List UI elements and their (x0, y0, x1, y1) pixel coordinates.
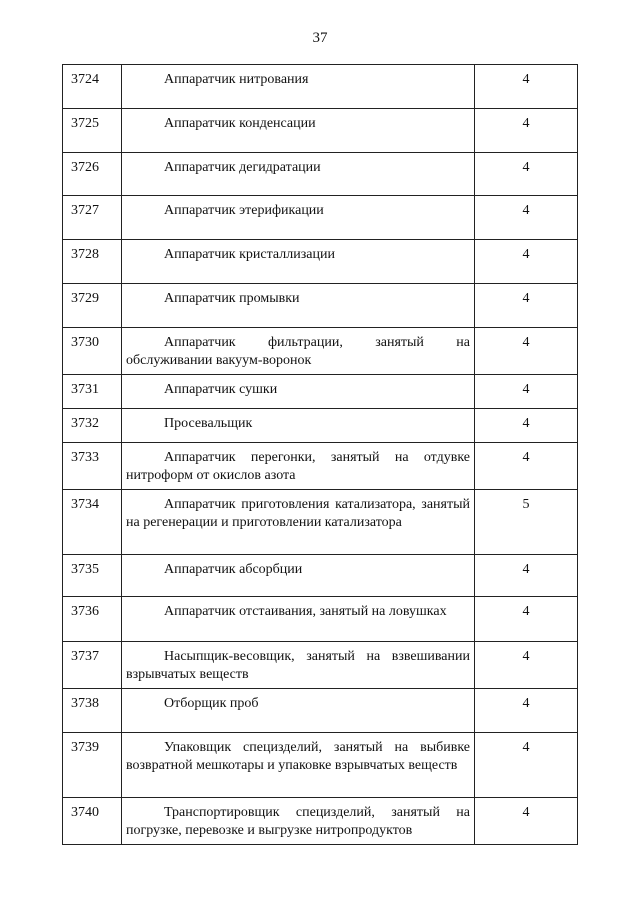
row-name: Аппаратчик отстаивания, занятый на ловушках (164, 604, 447, 619)
table-row (63, 689, 578, 733)
row-name: Насыпщик-весовщик, занятый на взвешивании взрывчатых веществ (126, 649, 470, 682)
row-name: Аппаратчик промывки (164, 291, 300, 306)
table-row (63, 490, 578, 555)
row-name-cell (122, 375, 475, 409)
row-name: Аппаратчик нитрования (164, 72, 309, 87)
row-name-cell (122, 153, 475, 196)
row-code: 3732 (63, 409, 122, 443)
row-name-cell (122, 109, 475, 153)
row-code: 3738 (63, 689, 122, 733)
profession-table (62, 64, 578, 845)
row-code: 3730 (63, 328, 122, 375)
row-grade: 4 (475, 328, 578, 375)
row-name-cell (122, 689, 475, 733)
row-code: 3731 (63, 375, 122, 409)
table-body (63, 65, 578, 845)
table-row (63, 733, 578, 798)
row-code: 3727 (63, 196, 122, 240)
table-row (63, 642, 578, 689)
row-name-cell (122, 733, 475, 798)
row-name: Аппаратчик дегидратации (164, 160, 321, 175)
row-grade: 4 (475, 597, 578, 642)
table-row (63, 409, 578, 443)
row-code: 3734 (63, 490, 122, 555)
row-name-cell (122, 798, 475, 845)
row-grade: 4 (475, 733, 578, 798)
row-grade: 4 (475, 109, 578, 153)
table-row (63, 443, 578, 490)
row-code: 3740 (63, 798, 122, 845)
row-name: Аппаратчик перегонки, занятый на отдувке нитроформ от окислов азота (126, 450, 470, 483)
row-name-cell (122, 240, 475, 284)
table-row (63, 375, 578, 409)
row-grade: 5 (475, 490, 578, 555)
row-grade: 4 (475, 240, 578, 284)
row-grade: 4 (475, 65, 578, 109)
row-name: Просевальщик (164, 416, 253, 431)
row-name-cell (122, 328, 475, 375)
row-grade: 4 (475, 153, 578, 196)
row-grade: 4 (475, 409, 578, 443)
row-code: 3736 (63, 597, 122, 642)
row-name-cell (122, 490, 475, 555)
row-grade: 4 (475, 555, 578, 597)
row-name: Аппаратчик абсорбции (164, 562, 303, 577)
row-name: Упаковщик специзделий, занятый на выбивке возвратной мешкотары и упаковке взрывчатых веществ (126, 740, 470, 773)
row-grade: 4 (475, 798, 578, 845)
row-name-cell (122, 196, 475, 240)
row-grade: 4 (475, 689, 578, 733)
row-code: 3726 (63, 153, 122, 196)
table-row (63, 240, 578, 284)
row-code: 3735 (63, 555, 122, 597)
page-number: 37 (312, 30, 328, 46)
row-code: 3733 (63, 443, 122, 490)
row-name: Отборщик проб (164, 696, 259, 711)
table-row (63, 109, 578, 153)
row-code: 3737 (63, 642, 122, 689)
table-row (63, 597, 578, 642)
row-grade: 4 (475, 375, 578, 409)
row-name: Аппаратчик сушки (164, 382, 278, 397)
row-name: Транспортировщик специзделий, занятый на погрузке, перевозке и выгрузке нитропродуктов (126, 805, 470, 838)
row-name: Аппаратчик кристаллизации (164, 247, 335, 262)
row-name: Аппаратчик этерификации (164, 203, 324, 218)
row-code: 3739 (63, 733, 122, 798)
table-row (63, 284, 578, 328)
row-name-cell (122, 284, 475, 328)
row-name-cell (122, 443, 475, 490)
row-name: Аппаратчик приготовления катализатора, занятый на регенерации и приготовлении катализатора (126, 497, 470, 530)
row-code: 3724 (63, 65, 122, 109)
row-name-cell (122, 597, 475, 642)
row-code: 3729 (63, 284, 122, 328)
table-row (63, 196, 578, 240)
row-name-cell (122, 642, 475, 689)
row-name-cell (122, 555, 475, 597)
table-row (63, 153, 578, 196)
row-grade: 4 (475, 196, 578, 240)
row-name-cell (122, 65, 475, 109)
row-grade: 4 (475, 642, 578, 689)
row-name: Аппаратчик конденсации (164, 116, 316, 131)
table-row (63, 798, 578, 845)
table-row (63, 65, 578, 109)
row-name-cell (122, 409, 475, 443)
row-grade: 4 (475, 284, 578, 328)
table-row (63, 328, 578, 375)
row-code: 3728 (63, 240, 122, 284)
table-row (63, 555, 578, 597)
row-grade: 4 (475, 443, 578, 490)
row-code: 3725 (63, 109, 122, 153)
row-name: Аппаратчик фильтрации, занятый на обслуживании вакуум-воронок (126, 335, 470, 368)
